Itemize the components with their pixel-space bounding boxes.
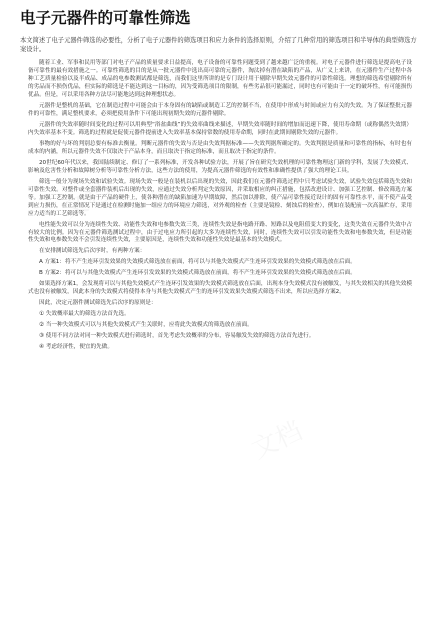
document-body [20,60,420,352]
paragraph-choice: 如果选择方案1，会发现将可以与其他失效模式产生连环引发效果的失效模式筛选放在后面，出现本身失效模式没有被触发，与其失效相关的其他失效模式也没有被触发，因此本身的失效模式将使得本身与其他失效模式产生的连环引发效果失效模式筛选不出来，所以应选择方案2。 [28,281,412,296]
principle-2: ② 当一种失效模式可以与其他失效模式产生关联时，应将此失效模式的筛选放在前面。 [39,322,253,329]
abstract: 本文简述了电子元器件筛选的必要性，分析了电子元器件的筛选项目和应力条件的选择原则，介绍了几种常用的筛选项目和半导体的典型筛选方案设计。 [20,37,417,54]
paragraph-history: 20世纪60年代以来，我国陆续制定、修订了一系列标准，开发各种试验方法，开展了旨在研究失效机理的可靠性物理这门新的学科，发展了失效模式、影响及危害性分析和故障树分析等可靠性分析方法，这些方法的使用，为提高元器件筛选的有效性和准确性提供了强大的理论工具。 [28,159,412,174]
paragraph-electrical-failures: 电性能失效可以分为连续性失效、功能性失效和电参数失效三类，连续性失效是指电路开路、短路以及电阻值变大的变化，这类失效在元器件失效中占有较大的比例。因为在元器件筛选测试过程中，由于过电应力所引起的大多为连续性失效，同时，连续性失效可以引发功能性失效和电参数失效，但是功能性失效和电参数失效不会引发连续性失效，主要原因是，连续性失效和功能性失效是最基本的失效模式。 [28,221,412,244]
principle-3: ③ 使用不同方法对同一种失效模式进行筛选时，首先考虑失效概率的分布，容易触发失效的筛选方法首先进行。 [39,333,315,340]
paragraph-schemes-intro: 在安排测试筛选先后次序时，有两种方案： [39,248,146,255]
paragraph-criteria: 事物的好与坏的判别总要有标准去衡量。判断元器件的失效与否是由失效判据标准——失效判据所确定的。失效判据是质量和可靠性的指标，有时也有成本的内涵，所以元器件失效不仅取决于产品本身，而且取决于指定的标准，而且取决于指定的条件。 [28,140,412,155]
scheme-a: A 方案1：将不产生连环引发效果的失效模式筛选放在前面，将可以与其他失效模式产生连环引发效果的失效模式筛选放在后面。 [39,259,356,266]
paragraph-components: 元器件是整机的基础，它在制造过程中可能会由于本身固有的缺陷或制造工艺的控制不当，在使用中形成与时间或应力有关的失效。为了保证整批元器件的可靠性，满足整机要求，必须把使用条件下可能出现初期失效的元器件剔除。 [28,103,412,118]
principle-1: ① 失效概率最大的筛选方法首先选。 [39,311,130,318]
scheme-b: B 方案2：将可以与其他失效模式产生连环引发效果的失效模式筛选放在前面，将不产生连环引发效果的失效模式筛选放在后面。 [39,270,356,277]
principle-4: ④ 考虑经济性，便宜的先做。 [39,344,113,350]
principles-intro: 因此，决定元器件测试筛选先后次序的原则是： [39,300,157,307]
paragraph-bathtub-curve: 元器件的失效率随时间变化的过程可以用典型“浴盆曲线”的失效率曲线来描述，早期失效率随时间的增加而迅速下降，使用寿命期（或称偶然失效期）内失效率基本不变。筛选的过程就是促使元器件提前进入失效率基本保持常数的使用寿命期，同时在此期间剔除失效的元器件。 [28,122,412,137]
paragraph-failure-types: 筛选一般分为现场失效和试验失效。现场失效一般是在装机以后出现的失效，因此我们在元器件筛选过程中只考虑试验失效，试验失效包括筛选失效和可靠性失效。对整件或全套器件装机后出现的失效，应通过失效分析判定失效原因，并采取相应的纠正措施，包括改进设计、加强工艺控制、修改筛选方案等。加强工艺控制，就是由于产品的硬件上，使各种潜在的缺陷加速为早期故障，然后加以排除，使产品可靠性接近设计的固有可靠性水平，而不使产品受到应力损伤，在正常情况下是通过在检测时施加一组应力的环境应力筛选，对外观的检查（主要是镜检、刻蚀后的检查），例如在装配前一次高温贮存，采用应力适当的工艺筛选等。 [28,178,412,217]
document-title: 电子元器件的可靠性筛选 [20,9,191,27]
paragraph-intro: 随着工业、军事和民用等部门对电子产品的质量要求日益提高，电子设备的可靠性问题受到了越来越广泛的重视。对电子元器件进行筛选是提高电子设备可靠性的最有效措施之一。可靠性筛选的目的是从一批元器件中选出高可靠的元器件，淘汰掉有潜在缺陷的产品，从广义上来讲，在元器件生产过程中各种工艺质量检验以及半成品、成品的电参数测试都是筛选，而我们这里所讲的是专门设计用于剔除早期失效元器件的可靠性筛选。理想的筛选希望剔除所有的劣品而不损伤优品，但实际的筛选是不能达到这一目标的，因为受筛选项目的限制，有些劣品很可能漏过，同时也有可能由于一定的破坏性，有可能损伤优品。但是，可以采用各种方法尽可能地达到这种理想状态。 [28,60,412,99]
